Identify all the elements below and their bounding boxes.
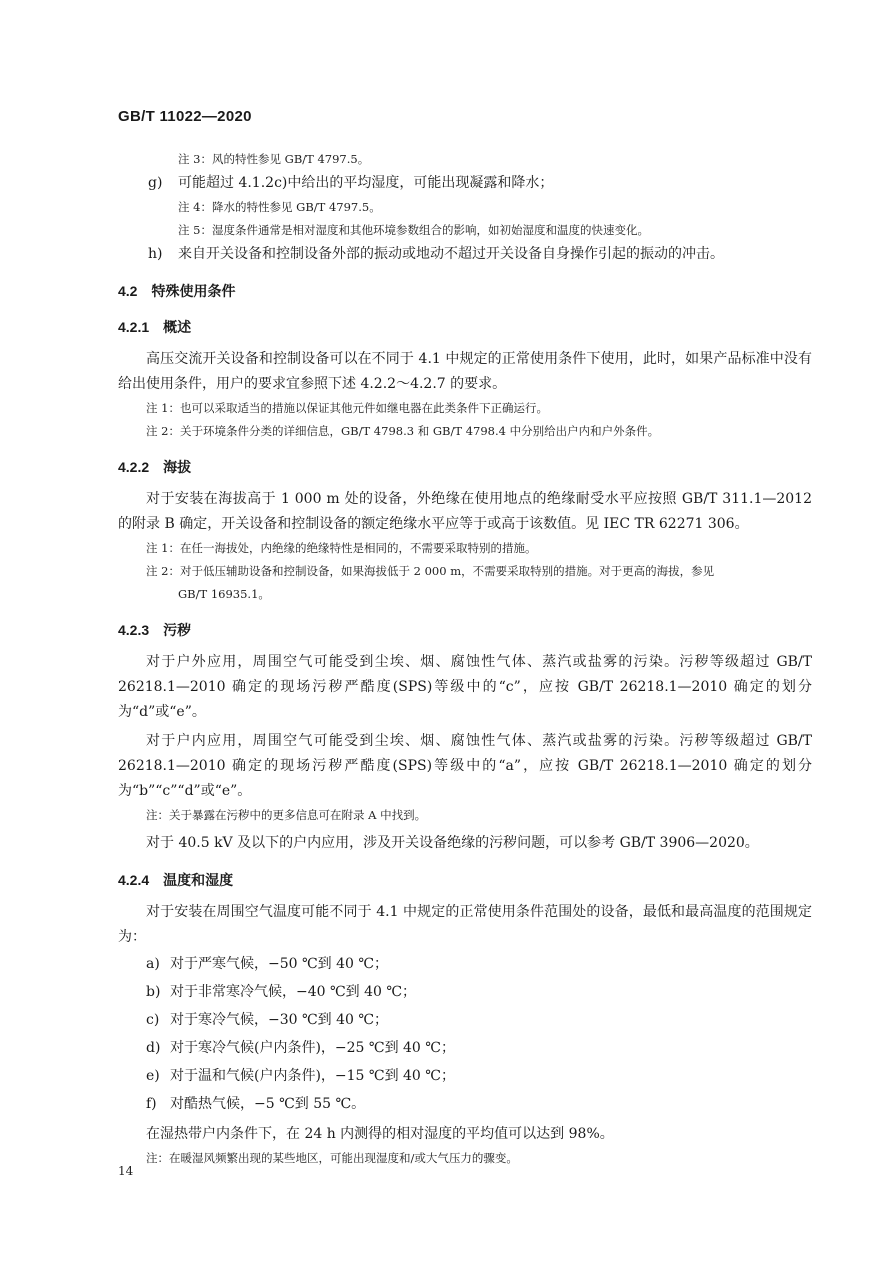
standard-code: GB/T 11022—2020 <box>118 108 252 125</box>
list-item-label: f) <box>146 1096 157 1112</box>
paragraph: 对于 40.5 kV 及以下的户内应用，涉及开关设备绝缘的污秽问题，可以参考 GB/T 3906—2020。 <box>146 835 759 851</box>
section-heading-4-2-4 <box>118 868 812 892</box>
note-4: 注 4：降水的特性参见 GB/T 4797.5。 <box>178 200 381 214</box>
list-item-label: c) <box>146 1012 160 1028</box>
paragraph: 对于户外应用，周围空气可能受到尘埃、烟、腐蚀性气体、蒸汽或盐雾的污染。污秽等级超过 GB/T 26218.1—2010 确定的现场污秽严酷度(SPS)等级中的“c”，应按 GB/T 26218.1—2010 确定的划分为“d”或“e”。 <box>118 654 812 720</box>
section-heading-4-2-1 <box>118 315 812 339</box>
note-text-continued: GB/T 16935.1。 <box>178 587 270 601</box>
list-item-label: b) <box>146 984 161 1000</box>
section-title: 污秽 <box>163 622 192 638</box>
section-heading-4-2-3 <box>118 618 812 642</box>
list-item-label: e) <box>146 1068 160 1084</box>
section-number: 4.2.2 <box>118 459 150 475</box>
list-item-label: h) <box>148 246 163 262</box>
list-item-text: 可能超过 4.1.2c)中给出的平均湿度，可能出现凝露和降水； <box>178 175 554 191</box>
section-heading-4-2 <box>118 279 812 303</box>
list-item <box>118 1062 812 1090</box>
paragraph: 对于安装在周围空气温度可能不同于 4.1 中规定的正常使用条件范围处的设备，最低和最高温度的范围规定为： <box>118 904 812 945</box>
list-item-text: 对酷热气候，−5 ℃到 55 ℃。 <box>170 1096 366 1112</box>
list-item-label: d) <box>146 1040 161 1056</box>
section-title: 概述 <box>163 319 192 335</box>
note-text: 注 2：对于低压辅助设备和控制设备，如果海拔低于 2 000 m，不需要采取特别的措施。对于更高的海拔，参见 <box>146 564 715 578</box>
list-item-label: a) <box>146 956 160 972</box>
section-title: 海拔 <box>163 459 192 475</box>
list-item <box>118 1034 812 1062</box>
list-item-text: 来自开关设备和控制设备外部的振动或地动不超过开关设备自身操作引起的振动的冲击。 <box>178 246 724 262</box>
section-title: 温度和湿度 <box>163 872 234 888</box>
note-5: 注 5：湿度条件通常是相对湿度和其他环境参数组合的影响，如初始湿度和温度的快速变化。 <box>178 223 649 237</box>
list-item <box>118 1006 812 1034</box>
note-2: 注 2：关于环境条件分类的详细信息，GB/T 4798.3 和 GB/T 4798.4 中分别给出户内和户外条件。 <box>146 424 660 438</box>
list-item <box>118 1090 812 1118</box>
note-1: 注 1：也可以采取适当的措施以保证其他元件如继电器在此类条件下正确运行。 <box>146 401 548 415</box>
list-item <box>118 950 812 978</box>
note-1: 注 1：在任一海拔处，内绝缘的绝缘特性是相同的，不需要采取特别的措施。 <box>146 541 537 555</box>
temperature-list <box>118 950 812 1118</box>
list-item-text: 对于寒冷气候(户内条件)，−25 ℃到 40 ℃； <box>170 1040 455 1056</box>
list-item-text: 对于非常寒冷气候，−40 ℃到 40 ℃； <box>170 984 417 1000</box>
section-title: 特殊使用条件 <box>151 283 236 299</box>
section-number: 4.2.3 <box>118 622 150 638</box>
section-number: 4.2.1 <box>118 319 150 335</box>
section-number: 4.2.4 <box>118 872 150 888</box>
note: 注：在暖湿风频繁出现的某些地区，可能出现湿度和/或大气压力的骤变。 <box>146 1151 518 1165</box>
paragraph: 在湿热带户内条件下，在 24 h 内测得的相对湿度的平均值可以达到 98%。 <box>146 1126 614 1142</box>
note-3: 注 3：风的特性参见 GB/T 4797.5。 <box>178 152 370 166</box>
section-heading-4-2-2 <box>118 455 812 479</box>
list-item-h <box>118 242 812 267</box>
document-body <box>118 148 812 1170</box>
section-number: 4.2 <box>118 283 138 299</box>
paragraph: 对于安装在海拔高于 1 000 m 处的设备，外绝缘在使用地点的绝缘耐受水平应按照 GB/T 311.1—2012 的附录 B 确定，开关设备和控制设备的额定绝缘水平应等于或高于该数值。见 IEC TR 62271 306。 <box>118 491 812 532</box>
page-number: 14 <box>118 1164 134 1178</box>
list-item-text: 对于温和气候(户内条件)，−15 ℃到 40 ℃； <box>170 1068 455 1084</box>
list-item-g <box>118 171 812 196</box>
paragraph: 对于户内应用，周围空气可能受到尘埃、烟、腐蚀性气体、蒸汽或盐雾的污染。污秽等级超过 GB/T 26218.1—2010 确定的现场污秽严酷度(SPS)等级中的“a”，应按 GB/T 26218.1—2010 确定的划分为“b”“c”“d”或“e”。 <box>118 733 812 799</box>
list-item-text: 对于严寒气候，−50 ℃到 40 ℃； <box>170 956 389 972</box>
list-item <box>118 978 812 1006</box>
paragraph: 高压交流开关设备和控制设备可以在不同于 4.1 中规定的正常使用条件下使用，此时，如果产品标准中没有给出使用条件，用户的要求宜参照下述 4.2.2～4.2.7 的要求。 <box>118 351 812 392</box>
list-item-label: g) <box>148 175 163 191</box>
note: 注：关于暴露在污秽中的更多信息可在附录 A 中找到。 <box>146 808 427 822</box>
note-2 <box>118 560 812 606</box>
list-item-text: 对于寒冷气候，−30 ℃到 40 ℃； <box>170 1012 389 1028</box>
